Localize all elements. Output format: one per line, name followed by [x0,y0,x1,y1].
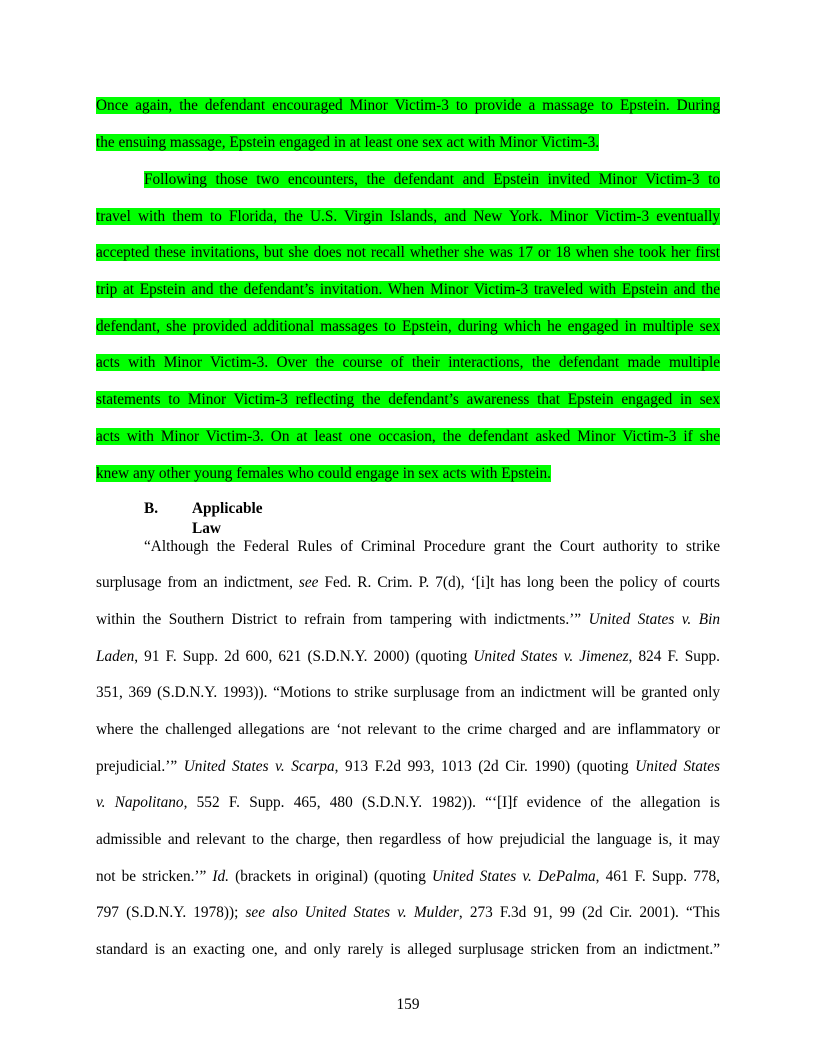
line-text: admissible and relevant to the charge, then regardless of how prejudicial the language is, it may [96,831,720,848]
section-number: B. [144,500,159,517]
highlighted-text: accepted these invitations, but she does not recall whether she was 17 or 18 when she took her first [96,244,720,261]
text-line [96,903,720,923]
highlighted-text: acts with Minor Victim-3. Over the course of their interactions, the defendant made multiple [96,354,720,371]
text-line [96,610,720,630]
text-line [96,573,720,593]
line-text: standard is an exacting one, and only rarely is alleged surplusage stricken from an indictment.” [96,941,720,958]
text-line [96,830,720,850]
line-text: surplusage from an indictment, [96,574,299,591]
text-line [96,317,720,337]
line-text: 797 (S.D.N.Y. 1978)); [96,904,246,921]
line-text: , 273 F.3d 91, 99 (2d Cir. 2001). “This [458,904,720,921]
line-text: “Although the Federal Rules of Criminal Procedure grant the Court authority to strike [144,538,720,555]
highlighted-text: travel with them to Florida, the U.S. Virgin Islands, and New York. Minor Victim-3 eventually [96,208,720,225]
page-number: 159 [396,996,420,1013]
highlighted-text: Once again, the defendant encouraged Minor Victim-3 to provide a massage to Epstein. During [96,97,720,114]
line-text: , 552 F. Supp. 465, 480 (S.D.N.Y. 1982)). “‘[I]f evidence of the allegation is [183,794,720,811]
line-text: 351, 369 (S.D.N.Y. 1993)). “Motions to strike surplusage from an indictment will be granted only [96,684,720,701]
text-line [96,96,720,116]
text-line [96,353,720,373]
case-name: United States [635,758,720,775]
line-text: (brackets in original) (quoting [229,868,432,885]
line-text: where the challenged allegations are ‘not relevant to the crime charged and are inflammatory or [96,721,720,738]
case-name: United States v. Scarpa [183,758,335,775]
line-text: , 913 F.2d 993, 1013 (2d Cir. 1990) (quoting [334,758,636,775]
text-line [144,537,720,557]
highlighted-text: defendant, she provided additional massages to Epstein, during which he engaged in multiple sex [96,318,720,335]
text-line [96,793,720,813]
text-line [96,243,720,263]
line-text: within the Southern District to refrain from tampering with indictments.’” [96,611,589,628]
highlighted-text: statements to Minor Victim-3 reflecting the defendant’s awareness that Epstein engaged in sex [96,391,720,408]
text-line [96,280,720,300]
case-name: see also United States v. Mulder [245,904,459,921]
line-text: prejudicial.’” [96,758,184,775]
citation-id: Id. [212,868,229,885]
section-title: Applicable Law [192,500,263,537]
highlighted-text: knew any other young females who could engage in sex acts with Epstein. [96,465,551,482]
text-line [96,683,720,703]
highlighted-text: the ensuing massage, Epstein engaged in at least one sex act with Minor Victim-3. [96,134,600,151]
text-line [144,170,720,190]
case-name: Laden [96,648,135,665]
text-line [96,133,720,153]
highlighted-text: Following those two encounters, the defendant and Epstein invited Minor Victim-3 to [144,171,720,188]
case-name: United States v. DePalma [431,868,596,885]
text-line [96,390,720,410]
text-line [96,867,720,887]
line-text: Fed. R. Crim. P. 7(d), ‘[i]t has long been the policy of courts [318,574,720,591]
text-line [96,207,720,227]
italic-signal: see [298,574,319,591]
line-text: , 461 F. Supp. 778, [595,868,720,885]
text-line [96,427,720,447]
case-name: United States v. Jimenez [473,648,629,665]
highlighted-text: trip at Epstein and the defendant’s invitation. When Minor Victim-3 traveled with Epstein and the [96,281,720,298]
text-line [96,940,720,960]
text-line [96,647,720,667]
line-text: , 824 F. Supp. [628,648,720,665]
text-line [96,464,720,484]
case-name: v. Napolitano [96,794,184,811]
line-text: not be stricken.’” [96,868,213,885]
line-text: , 91 F. Supp. 2d 600, 621 (S.D.N.Y. 2000) (quoting [134,648,474,665]
text-line [96,757,720,777]
text-line [96,720,720,740]
highlighted-text: acts with Minor Victim-3. On at least one occasion, the defendant asked Minor Victim-3 if she [96,428,720,445]
case-name: United States v. Bin [588,611,720,628]
